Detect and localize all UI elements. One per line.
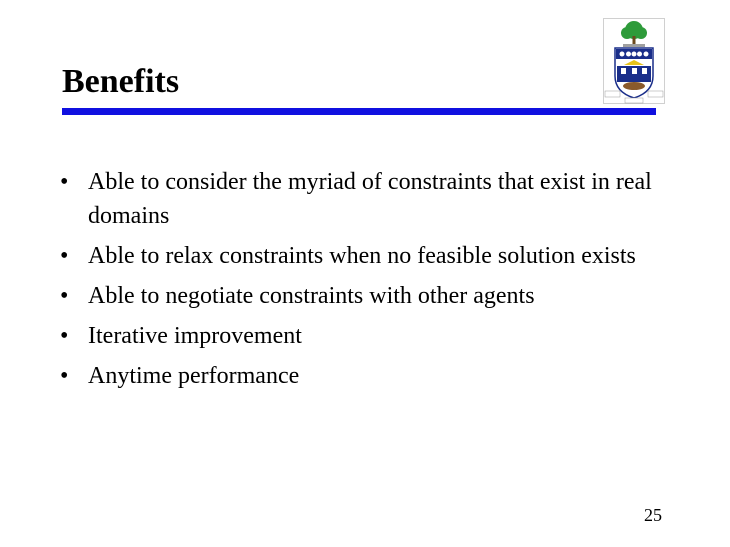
page-number: 25 [644, 505, 662, 525]
bullet-text: Anytime performance [88, 363, 300, 389]
bullet-marker: • [60, 363, 69, 389]
bullet-item [60, 359, 700, 393]
bullet-text: Able to negotiate constraints with other agents [88, 283, 535, 309]
bullet-item [60, 279, 700, 313]
bullet-item [60, 319, 700, 353]
title-underline [62, 108, 656, 115]
bullet-item [60, 165, 700, 233]
bullet-marker: • [60, 169, 69, 195]
university-crest-icon [603, 18, 665, 104]
bullet-text: Able to relax constraints when no feasible solution exists [88, 243, 636, 269]
bullet-text: Able to consider the myriad of constraints that exist in real domains [88, 169, 652, 229]
bullet-text: Iterative improvement [88, 323, 302, 349]
bullet-marker: • [60, 323, 69, 349]
bullet-marker: • [60, 243, 69, 269]
bullet-marker: • [60, 283, 69, 309]
slide-title: Benefits [62, 63, 180, 100]
bullet-item [60, 239, 700, 273]
bullet-list [60, 165, 700, 399]
